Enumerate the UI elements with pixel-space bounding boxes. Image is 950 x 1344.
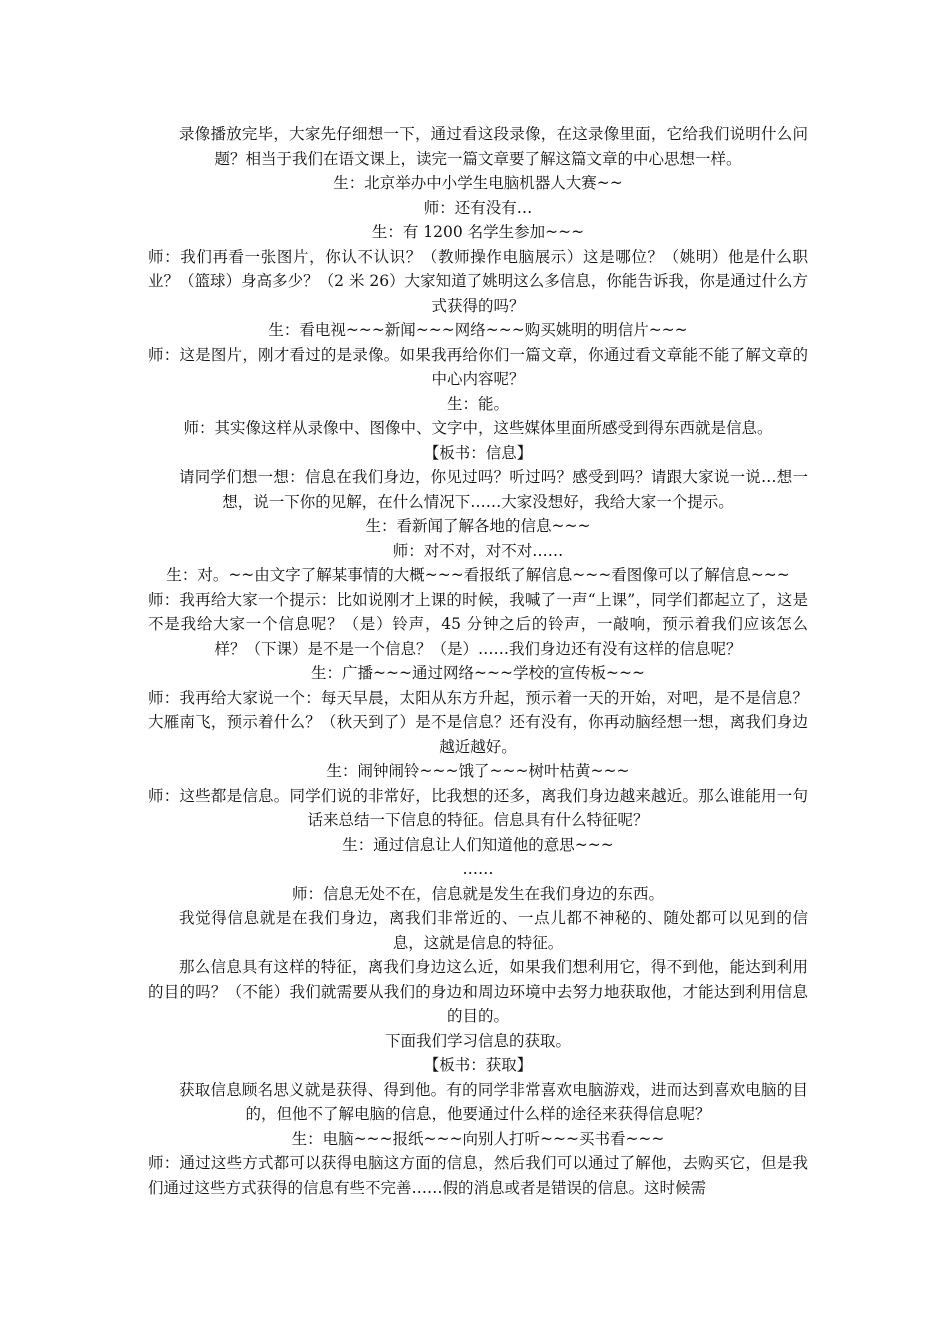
teacher-line: 师：这些都是信息。同学们说的非常好，比我想的还多，离我们身边越来越近。那么谁能用一句话来总结一下信息的特征。信息具有什么特征呢？ xyxy=(148,786,808,829)
student-line: 生：对。~~由文字了解某事情的大概~~~看报纸了解信息~~~看图像可以了解信息~~~ xyxy=(166,566,790,584)
paragraph: 下面我们学习信息的获取。 xyxy=(384,1031,571,1050)
paragraph: 那么信息具有这样的特征，离我们身边这么近，如果我们想利用它，得不到他，能达到利用的目的吗？（不能）我们就需要从我们的身边和周边环境中去努力地获取他，才能达到利用信息的目的。 xyxy=(148,958,808,1025)
teacher-line: 师：我们再看一张图片，你认不认识？（教师操作电脑展示）这是哪位？（姚明）他是什么职业？（篮球）身高多少？（2 米 26）大家知道了姚明这么多信息，你能告诉我，你是通过什么方式获得的吗？ xyxy=(148,247,808,315)
student-line: 生：闹钟闹铃~~~饿了~~~树叶枯黄~~~ xyxy=(326,762,630,780)
teacher-line: 师：我再给大家说一个：每天早晨，太阳从东方升起，预示着一天的开始，对吧，是不是信息？大雁南飞，预示着什么？（秋天到了）是不是信息？还有没有，你再动脑经想一想，离我们身边越近越好。 xyxy=(148,688,808,756)
teacher-line: 师：通过这些方式都可以获得电脑这方面的信息，然后我们可以通过了解他，去购买它，但是我们通过这些方式获得的信息有些不完善……假的消息或者是错误的信息。这时候需 xyxy=(148,1154,808,1197)
student-line: 生：北京举办中小学生电脑机器人大赛~~ xyxy=(333,174,623,192)
board-note: 【板书：获取】 xyxy=(423,1056,533,1074)
teacher-line: 师：其实像这样从录像中、图像中、文字中，这些媒体里面所感受到得东西就是信息。 xyxy=(183,419,773,437)
teacher-line: 师：这是图片，刚才看过的是录像。如果我再给你们一篇文章，你通过看文章能不能了解文章的中心内容呢？ xyxy=(148,345,808,388)
document-body xyxy=(148,122,808,1200)
student-line: 生：能。 xyxy=(446,394,509,413)
paragraph: 请同学们想一想：信息在我们身边，你见过吗？听过吗？感受到吗？请跟大家说一说…想一想，说一下你的见解，在什么情况下……大家没想好，我给大家一个提示。 xyxy=(179,468,808,511)
paragraph: 获取信息顾名思义就是获得、得到他。有的同学非常喜欢电脑游戏，进而达到喜欢电脑的目的，但他不了解电脑的信息，他要通过什么样的途径来获得信息呢？ xyxy=(179,1080,808,1123)
student-line: 生：看新闻了解各地的信息~~~ xyxy=(365,517,591,535)
student-line: 生：看电视~~~新闻~~~网络~~~购买姚明的明信片~~~ xyxy=(268,321,688,339)
teacher-line: 师：还有没有… xyxy=(423,198,533,217)
student-line: 生：通过信息让人们知道他的意思~~~ xyxy=(342,835,614,854)
teacher-line: 师：对不对，对不对…… xyxy=(392,541,564,560)
student-line: 生：有 1200 名学生参加~~~ xyxy=(371,223,585,241)
student-line: 生：广播~~~通过网络~~~学校的宣传板~~~ xyxy=(311,664,645,682)
teacher-line: 师：信息无处不在，信息就是发生在我们身边的东西。 xyxy=(291,884,664,903)
paragraph: 录像播放完毕，大家先仔细想一下，通过看这段录像，在这录像里面，它给我们说明什么问题？相当于我们在语文课上，读完一篇文章要了解这篇文章的中心思想一样。 xyxy=(179,125,808,168)
teacher-line: 师：我再给大家一个提示：比如说刚才上课的时候，我喊了一声“上课”，同学们都起立了，这是不是我给大家一个信息呢？（是）铃声，45 分钟之后的铃声，一敲响，预示着我们应该怎么样？（下课）是不是一个信息？（是）……我们身边还有没有这样的信息呢？ xyxy=(148,590,808,658)
board-note: 【板书：信息】 xyxy=(423,443,533,462)
student-line: 生：电脑~~~报纸~~~向别人打听~~~买书看~~~ xyxy=(291,1129,665,1148)
paragraph: 我觉得信息就是在我们身边，离我们非常近的、一点儿都不神秘的、随处都可以见到的信息，这就是信息的特征。 xyxy=(179,909,808,952)
ellipsis-line: …… xyxy=(462,860,494,878)
